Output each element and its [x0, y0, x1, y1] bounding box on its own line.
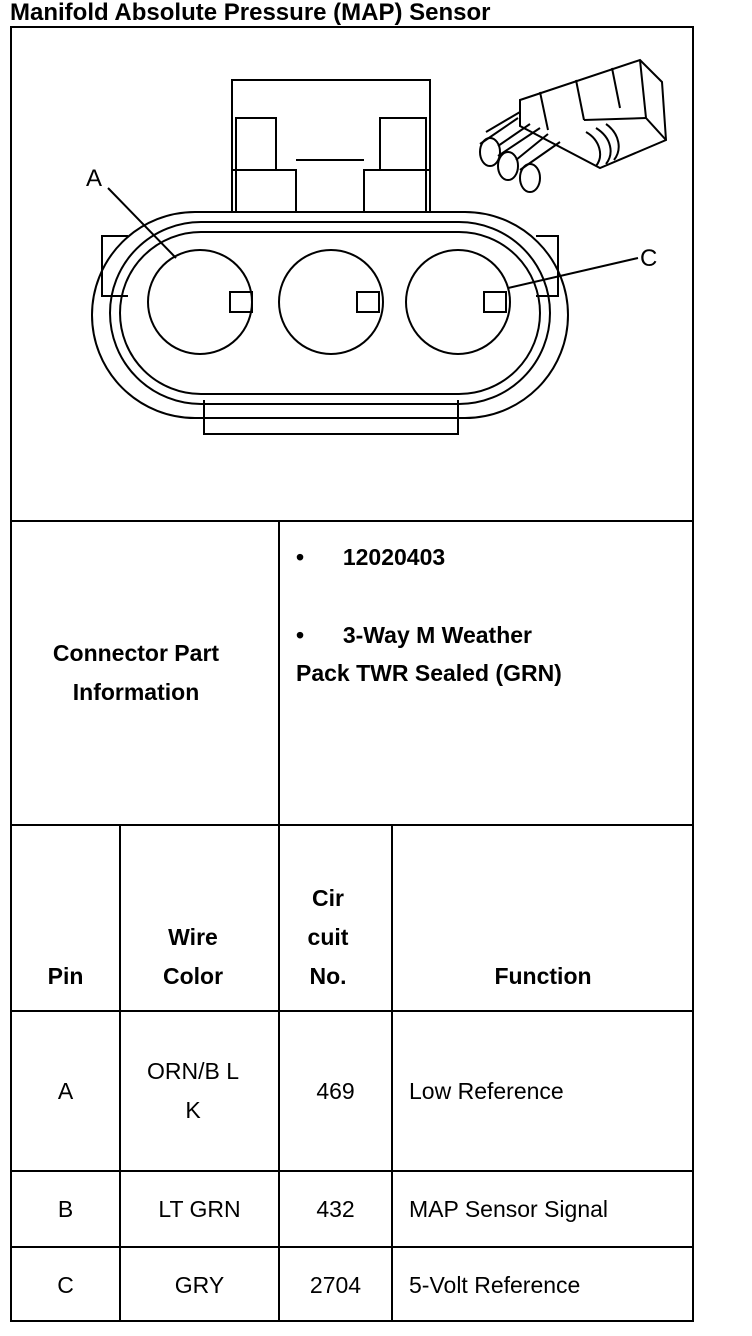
- connector-diagram: [12, 28, 692, 520]
- connector-info-label: Connector Part Information: [52, 640, 220, 705]
- table-row-function: MAP Sensor Signal: [409, 1195, 609, 1222]
- table-row-wire-color: ORN/B LK: [146, 1058, 240, 1123]
- header-pin: Pin: [47, 963, 84, 989]
- header-wire-color: Wire Color: [162, 924, 224, 989]
- table-row-pin: A: [57, 1077, 74, 1104]
- table-row-wire-color: LT GRN: [158, 1195, 241, 1222]
- page-title: Manifold Absolute Pressure (MAP) Sensor: [10, 0, 491, 26]
- connector-thumbnail-icon: [480, 60, 666, 192]
- table-row-function: 5-Volt Reference: [409, 1271, 581, 1298]
- description-item: [296, 616, 532, 655]
- description-line-2: Pack TWR Sealed (GRN): [296, 660, 562, 686]
- table-row-circuit: 469: [316, 1077, 355, 1104]
- table-row-pin: C: [57, 1271, 74, 1298]
- bullet: •: [296, 544, 305, 570]
- header-circuit: Cir cuit No.: [307, 885, 349, 989]
- description-line-1: 3-Way M Weather: [342, 622, 532, 648]
- table-row-pin: B: [57, 1195, 74, 1222]
- pin-c-callout: C: [640, 245, 658, 272]
- table-row-circuit: 432: [316, 1195, 355, 1222]
- part-number: 12020403: [342, 544, 446, 570]
- header-function: Function: [494, 963, 592, 989]
- table-row-circuit: 2704: [309, 1271, 362, 1298]
- pin-a-callout: A: [86, 165, 103, 192]
- bullet: •: [296, 622, 305, 648]
- table-row-function: Low Reference: [409, 1077, 564, 1104]
- part-number-item: [296, 538, 445, 577]
- table-row-wire-color: GRY: [174, 1271, 225, 1298]
